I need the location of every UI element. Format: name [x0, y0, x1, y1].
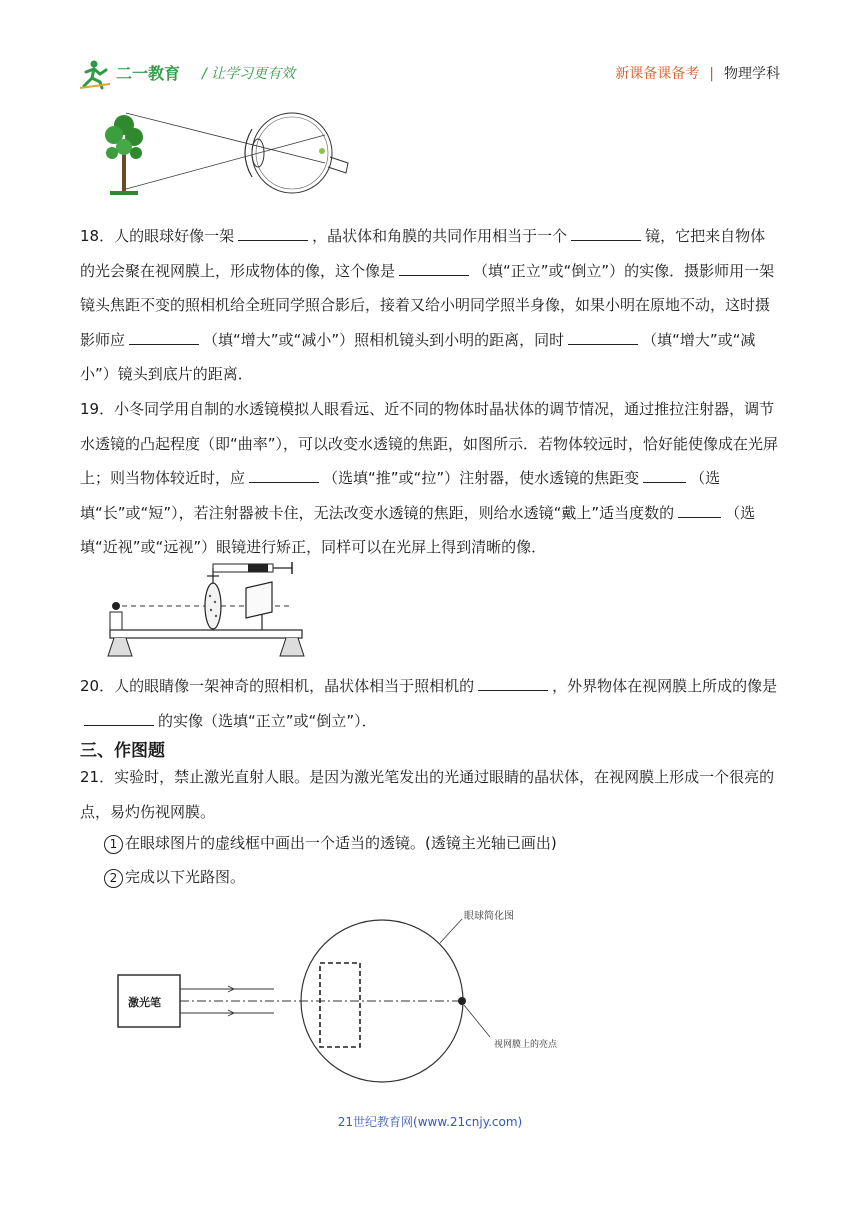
q19-text-3: （选填“长”或“短”），若注射器被卡住，无法改变水透镜的焦距，则给水透镜“戴上”适当度数的: [80, 469, 721, 522]
q19-text-4: （选填“近视”或“远视”）眼镜进行矫正，同样可以在光屏上得到清晰的像．: [80, 503, 756, 557]
eyeball-icon: [245, 113, 348, 193]
logo-text: 二一教育: [116, 64, 181, 83]
laser-pen-label: 激光笔: [128, 996, 161, 1009]
lens-dashed-box[interactable]: [320, 963, 360, 1047]
q18-text-1: 18．人的眼球好像一架: [80, 227, 235, 245]
q21-item-1-text: 在眼球图片的虚线框中画出一个适当的透镜。(透镜主光轴已画出): [125, 834, 557, 852]
q21-item-1: [104, 832, 557, 854]
q21-item-2: [104, 866, 245, 888]
q20-blank-1[interactable]: [478, 673, 548, 691]
q19-blank-3[interactable]: [678, 500, 721, 518]
syringe-icon: [213, 562, 292, 574]
q21-text: 21．实验时，禁止激光直射人眼。是因为激光笔发出的光通过眼睛的晶状体，在视网膜上形成一个很亮的点，易灼伤视网膜。: [80, 768, 775, 821]
q19-text-2: （选填“推”或“拉”）注射器，使水透镜的焦距变: [323, 469, 640, 488]
question-18: [80, 219, 780, 392]
water-lens-figure: [100, 560, 310, 666]
q18-blank-2[interactable]: [571, 223, 641, 241]
eye-diagram-label: 眼球简化图: [464, 911, 514, 922]
retina-spot-label: 视网膜上的亮点: [494, 1040, 558, 1050]
question-20: [80, 669, 780, 738]
header-separator: |: [709, 66, 714, 82]
question-19: [80, 392, 780, 565]
circled-number-1: 1: [104, 835, 123, 854]
q18-blank-3[interactable]: [399, 258, 469, 276]
site-logo: [80, 58, 200, 90]
laser-eye-diagram: [110, 905, 610, 1085]
page-header: [80, 58, 780, 90]
tree-eye-figure: [100, 103, 350, 218]
section-3-title: 三、作图题: [80, 741, 165, 761]
circled-number-2: 2: [104, 869, 123, 888]
object-candle-icon: [112, 602, 120, 610]
question-21: [80, 760, 780, 829]
q19-blank-2[interactable]: [643, 465, 686, 483]
q18-text-5: （填“增大”或“减小”）照相机镜头到小明的距离，同时: [203, 330, 565, 349]
light-screen-icon: [246, 582, 272, 630]
q20-blank-2[interactable]: [84, 708, 154, 726]
header-course: 新课备课备考: [615, 66, 700, 82]
q19-blank-1[interactable]: [249, 465, 319, 483]
q20-text-1: 20．人的眼睛像一架神奇的照相机，晶状体相当于照相机的: [80, 677, 475, 695]
tree-icon: [105, 115, 143, 193]
q20-text-2: ，外界物体在视网膜上所成的像是: [552, 677, 778, 695]
q18-text-3: 镜，它把来自物体的光会聚在视网膜上，形成物体的像，这个像是: [80, 227, 766, 280]
header-slogan: / 让学习更有效: [202, 66, 296, 82]
q19-text-1: 19．小冬同学用自制的水透镜模拟人眼看远、近不同的物体时晶状体的调节情况，通过推拉注射器，调节水透镜的凸起程度（即“曲率”），可以改变水透镜的焦距，如图所示．若物体较远时，恰好能使像成在光屏上；则当物体较近时，应: [80, 400, 779, 488]
q18-text-4: （填“正立”或“倒立”）的实像．摄影师用一架镜头焦距不变的照相机给全班同学照合影后，接着又给小明同学照半身像，如果小明在原地不动，这时摄影师应: [80, 261, 775, 349]
q18-blank-5[interactable]: [568, 327, 638, 345]
retina-bright-spot: [458, 997, 466, 1005]
q20-text-3: 的实像（选填“正立”或“倒立”）．: [158, 711, 377, 730]
page-footer: 21世纪教育网(www.21cnjy.com): [337, 1115, 523, 1129]
q18-text-6: （填“增大”或“减小”）镜头到底片的距离．: [80, 330, 756, 384]
runner-icon: [80, 61, 110, 89]
q18-text-2: ，晶状体和角膜的共同作用相当于一个: [312, 227, 568, 245]
q18-blank-4[interactable]: [129, 327, 199, 345]
water-lens-icon: [205, 574, 221, 630]
header-right: [615, 63, 780, 83]
q21-item-2-text: 完成以下光路图。: [125, 868, 246, 886]
header-subject: 物理学科: [724, 66, 780, 82]
q18-blank-1[interactable]: [238, 223, 308, 241]
